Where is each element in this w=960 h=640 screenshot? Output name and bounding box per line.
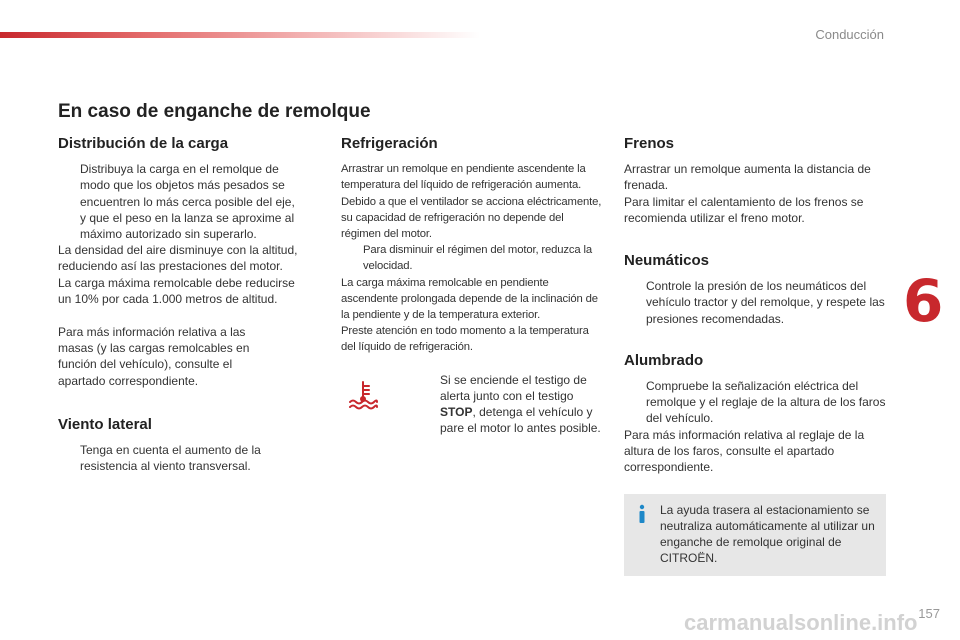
page-title: En caso de enganche de remolque xyxy=(58,101,371,122)
bullet-item xyxy=(341,242,603,274)
bullet-text: Distribuya la carga en el remolque de modo que los objetos más pesados se encuentren lo más cerca posible del eje, y que el peso en la lanza se aproxime al máximo autorizado sin superarlo. xyxy=(80,162,295,242)
heading-brakes: Frenos xyxy=(624,135,675,152)
warning-block xyxy=(341,372,603,437)
paragraph-coolant-attention: Preste atención en todo momento a la temperatura del líquido de refrigeración. xyxy=(341,325,589,354)
bullet-item xyxy=(58,442,298,474)
info-text: La ayuda trasera al estacionamiento se neutraliza automáticamente al utilizar un enganche de remolque original de CITROËN. xyxy=(660,503,875,565)
warning-text-before: Si se enciende el testigo de alerta junto con el testigo xyxy=(440,372,587,403)
bullet-item xyxy=(418,372,603,437)
heading-tyres: Neumáticos xyxy=(624,252,710,270)
info-icon xyxy=(634,504,650,524)
paragraph-altitude: La densidad del aire disminuye con la altitud, reduciendo así las prestaciones del motor. La carga máxima remolcable debe reducirse un 10% por cada 1.000 metros de altitud. xyxy=(58,243,298,306)
paragraph-engine-brake: Para limitar el calentamiento de los frenos se recomienda utilizar el freno motor. xyxy=(624,194,864,225)
paragraph-braking-distance: Arrastrar un remolque aumenta la distancia de frenada. xyxy=(624,162,871,193)
paragraph-masses-info: Para más información relativa a las masas (y las cargas remolcables en función del vehículo), consulte el apartado correspondiente. xyxy=(58,325,250,388)
bullet-text: Para disminuir el régimen del motor, reduzca la velocidad. xyxy=(363,244,593,273)
column-cooling xyxy=(341,136,603,436)
bullet-text: Compruebe la señalización eléctrica del remolque y el reglaje de la altura de los faros del vehículo. xyxy=(646,379,886,426)
paragraph-max-load-slope: La carga máxima remolcable en pendiente ascendente prolongada depende de la inclinación de la pendiente y de la temperatura exterior. xyxy=(341,276,598,322)
bullet-text: Tenga en cuenta el aumento de la resistencia al viento transversal. xyxy=(80,443,261,474)
info-box xyxy=(624,494,886,576)
heading-load-distribution: Distribución de la carga xyxy=(58,135,229,152)
column-brakes-tyres-lights xyxy=(624,136,886,475)
heading-lights: Alumbrado xyxy=(624,351,704,369)
heading-side-wind: Viento lateral xyxy=(58,415,152,433)
heading-cooling: Refrigeración xyxy=(341,135,438,152)
section-name: Conducción xyxy=(815,27,884,42)
paragraph-cooling: Arrastrar un remolque en pendiente ascendente la temperatura del líquido de refrigeración aumenta. Debido a que el ventilador se acciona eléctricamente, su capacidad de refrigeración no depende del régimen del motor. xyxy=(341,163,602,241)
chapter-number: 6 xyxy=(903,267,944,335)
warning-stop-label: STOP xyxy=(440,405,473,420)
page-number: 157 xyxy=(918,606,940,621)
column-load-distribution xyxy=(58,136,298,474)
watermark: carmanualsonline.info xyxy=(684,610,918,635)
warning-text-after: , detenga el vehículo y pare el motor lo antes posible. xyxy=(440,405,601,436)
bullet-item xyxy=(58,161,298,242)
bullet-text: Controle la presión de los neumáticos del vehículo tractor y del remolque, y respete las presiones recomendadas. xyxy=(646,279,885,326)
bullet-item xyxy=(624,278,886,327)
coolant-temperature-icon xyxy=(347,380,379,410)
paragraph-headlight-info: Para más información relativa al reglaje de la altura de los faros, consulte el apartado correspondiente. xyxy=(624,427,865,475)
header-gradient-bar xyxy=(0,32,480,38)
bullet-item xyxy=(624,378,886,427)
